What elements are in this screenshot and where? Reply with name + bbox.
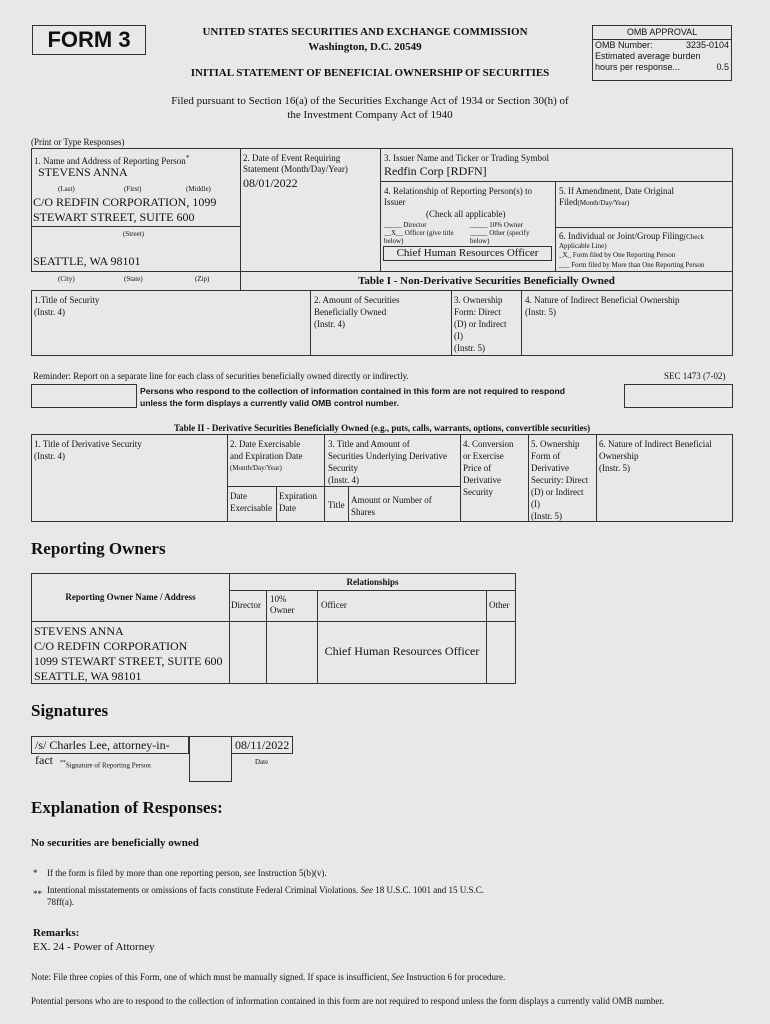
table-1-col-4-header: 4. Nature of Indirect Beneficial Ownership (Instr. 5): [525, 295, 680, 317]
footnote-2-mark: **: [33, 889, 42, 899]
omb-burden-line2: hours per response...: [595, 62, 681, 72]
no-securities-note: No securities are beneficially owned: [31, 837, 199, 849]
signatures-heading: Signatures: [31, 701, 109, 720]
persons-right-box: [624, 384, 733, 408]
filed-pursuant-line2: the Investment Company Act of 1940: [287, 109, 453, 121]
other-option: _____ Other (specify: [470, 229, 530, 237]
box-5-label-1: 5. If Amendment, Date Original: [559, 186, 674, 196]
omb-number-value: 3235-0104: [685, 40, 729, 50]
form-label: FORM 3: [32, 25, 146, 55]
director-col-header: Director: [231, 600, 261, 610]
city-label: (City): [58, 275, 75, 283]
reporting-owners-heading: Reporting Owners: [31, 539, 166, 558]
omb-number-label: OMB Number:: [595, 40, 653, 50]
state-label: (State): [124, 275, 143, 283]
first-label: (First): [124, 185, 142, 193]
issuer-name-value: Redfin Corp [RDFN]: [384, 164, 487, 178]
address-line-2: STEWART STREET, SUITE 600: [33, 210, 195, 224]
table-2-col-5-header: 5. Ownership Form of Derivative Security: Direct (D) or Indirect (I) (Instr. 5): [531, 439, 589, 521]
signature-label: **Signature of Reporting Person: [60, 760, 151, 770]
omb-burden-line1: Estimated average burden: [595, 51, 701, 61]
street-label: (Street): [123, 230, 144, 238]
table-2-col-6-header: 6. Nature of Indirect Beneficial Ownership (Instr. 5): [599, 439, 712, 473]
agency-name: UNITED STATES SECURITIES AND EXCHANGE COMMISSION: [202, 26, 528, 38]
omb-title: OMB APPROVAL: [593, 26, 731, 40]
filing-option-one-person: _X_ Form filed by One Reporting Person: [559, 251, 676, 259]
signer-cell: /s/ Charles Lee, attorney-in-fact: [31, 736, 189, 754]
box-1-label: 1. Name and Address of Reporting Person*: [34, 153, 190, 166]
omb-burden-value: 0.5: [716, 62, 729, 72]
potential-persons-note: Potential persons who are to respond to the collection of information contained in this form are not required to respond unless the form displays a currently valid OMB number.: [31, 996, 665, 1006]
officer-title-value: Chief Human Resources Officer: [383, 246, 552, 261]
box-4-label-1: 4. Relationship of Reporting Person(s) to: [384, 186, 532, 196]
owner-address: STEVENS ANNA C/O REDFIN CORPORATION 1099 STEWART STREET, SUITE 600 SEATTLE, WA 98101: [34, 624, 223, 683]
city-state-zip: SEATTLE, WA 98101: [33, 254, 141, 268]
filing-option-more-persons: ___ Form filed by More than One Reporting Person: [559, 261, 705, 269]
table-2-col-3-header: 3. Title and Amount of Securities Underlying Derivative Security (Instr. 4): [328, 439, 447, 485]
box-6-applicable: Applicable Line): [559, 242, 607, 250]
ten-pct-owner-option: _____ 10% Owner: [470, 221, 523, 229]
table-1-col-1-header: 1.Title of Security (Instr. 4): [34, 295, 100, 317]
sec-code: SEC 1473 (7-02): [664, 371, 726, 381]
signature-date-cell: 08/11/2022: [231, 736, 293, 754]
box-5-label-2: Filed(Month/Day/Year): [559, 197, 630, 207]
reminder-text: Reminder: Report on a separate line for each class of securities beneficially owned directly or indirectly.: [33, 371, 409, 381]
director-option: _____ Director: [384, 221, 427, 229]
table-1-col-2-header: 2. Amount of Securities Beneficially Owned (Instr. 4): [314, 295, 400, 329]
box-4-label-2: Issuer: [384, 197, 406, 207]
last-label: (Last): [58, 185, 75, 193]
officer-col-header: Officer: [321, 600, 347, 610]
table-2-col-4-header: 4. Conversion or Exercise Price of Derivative Security: [463, 439, 514, 497]
persons-left-box: [31, 384, 137, 408]
owner-officer-title: Chief Human Resources Officer: [324, 644, 480, 658]
middle-label: (Middle): [186, 185, 211, 193]
event-date-value: 08/01/2022: [243, 176, 298, 190]
check-all-applicable: (Check all applicable): [426, 209, 506, 219]
agency-city: Washington, D.C. 20549: [308, 41, 422, 53]
box-2-label-1: 2. Date of Event Requiring: [243, 153, 341, 163]
owners-name-header: Reporting Owner Name / Address: [65, 592, 196, 602]
remarks-value: EX. 24 - Power of Attorney: [33, 941, 155, 953]
date-label: Date: [255, 758, 269, 766]
other-col-header: Other: [489, 600, 510, 610]
address-line-1: C/O REDFIN CORPORATION, 1099: [33, 195, 217, 209]
table-2-col-1-header: 1. Title of Derivative Security (Instr. 4): [34, 439, 142, 461]
officer-option: __X__ Officer (give title: [384, 229, 454, 237]
table-2-col-3b-header: Amount or Number of Shares: [351, 495, 432, 517]
file-copies-note: Note: File three copies of this Form, one of which must be manually signed. If space is insufficient, See Instruction 6 for procedure.: [31, 972, 506, 982]
box-3-label: 3. Issuer Name and Ticker or Trading Symbol: [384, 153, 549, 163]
persons-notice-line-2: unless the form displays a currently valid OMB control number.: [140, 398, 399, 408]
print-type-note: (Print or Type Responses): [31, 137, 125, 147]
box-2-label-2: Statement (Month/Day/Year): [243, 164, 348, 174]
other-below: below): [470, 237, 490, 245]
table-1-title: Table I - Non-Derivative Securities Beneficially Owned: [358, 275, 615, 287]
ten-pct-owner-col-header: 10% Owner: [270, 594, 295, 615]
reporting-person-name: STEVENS ANNA: [38, 165, 128, 179]
table-2-col-2a-header: Date Exercisable: [230, 491, 272, 513]
explanation-heading: Explanation of Responses:: [31, 798, 223, 817]
table-1-col-3-header: 3. Ownership Form: Direct (D) or Indirect (I) (Instr. 5): [454, 295, 507, 353]
box-6-label: 6. Individual or Joint/Group Filing(Check: [559, 231, 704, 241]
footnote-2: Intentional misstatements or omissions of facts constitute Federal Criminal Violations. See 18 U.S.C. 1001 and 15 U.S.C. 78ff(a).: [47, 885, 485, 907]
table-2-col-2b-header: Expiration Date: [279, 491, 317, 513]
remarks-label: Remarks:: [33, 927, 80, 939]
footnote-1: If the form is filed by more than one reporting person, see Instruction 5(b)(v).: [47, 868, 327, 878]
zip-label: (Zip): [195, 275, 210, 283]
persons-notice-line-1: Persons who respond to the collection of information contained in this form are not required to respond: [140, 386, 565, 396]
filed-pursuant-line1: Filed pursuant to Section 16(a) of the Securities Exchange Act of 1934 or Section 30(h) of: [171, 95, 569, 107]
table-2-col-3a-header: Title: [328, 500, 345, 510]
omb-approval-box: [592, 25, 732, 81]
officer-below: below): [384, 237, 404, 245]
relationships-header: Relationships: [346, 577, 399, 587]
table-2-title: Table II - Derivative Securities Beneficially Owned (e.g., puts, calls, warrants, options, convertible securities): [173, 423, 591, 433]
footnote-1-mark: *: [33, 868, 38, 878]
form-title: INITIAL STATEMENT OF BENEFICIAL OWNERSHIP OF SECURITIES: [190, 67, 550, 79]
table-2-col-2-header: 2. Date Exercisable and Expiration Date (Month/Day/Year): [230, 439, 303, 472]
